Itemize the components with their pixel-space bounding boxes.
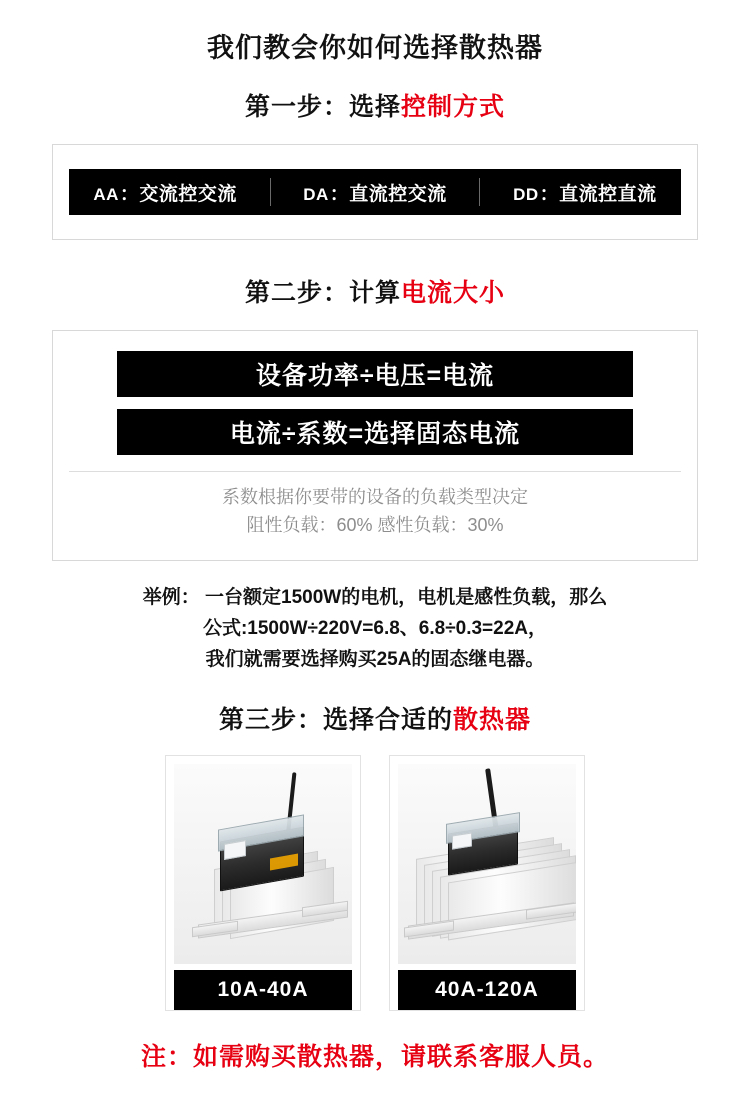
control-mode-label-aa: 交流控交流 (139, 183, 237, 205)
step-3-title-prefix: 第三步：选择合适的 (218, 706, 453, 735)
formula-note-2: 阻性负载：60% 感性负载：30% (246, 515, 504, 536)
divider (270, 178, 271, 206)
product-image-small-heatsink (174, 764, 352, 964)
control-mode-item-aa (89, 179, 241, 206)
control-mode-box (52, 144, 698, 240)
step-1-title (0, 92, 750, 122)
step-2-title (0, 278, 750, 308)
step-1-title-prefix: 第一步：选择 (244, 93, 401, 122)
formula-power-voltage: 设备功率÷电压=电流 (117, 351, 633, 397)
example-line-3: 我们就需要选择购买25A的固态继电器。 (205, 648, 545, 670)
formula-note-1: 系数根据你要带的设备的负载类型决定 (222, 487, 528, 508)
control-mode-sep-aa: ： (119, 183, 140, 205)
divider (479, 178, 480, 206)
formula-notes (53, 472, 697, 546)
control-mode-sep-dd: ： (539, 183, 560, 205)
step-3-title-accent: 散热器 (453, 706, 532, 735)
control-mode-code-dd: DD (513, 184, 539, 204)
heatsink-artwork-small (174, 764, 352, 964)
control-mode-item-da (299, 179, 451, 206)
product-label-small: 10A-40A (174, 970, 352, 1010)
example-line-2: 公式:1500W÷220V=6.8、6.8÷0.3=22A， (202, 617, 548, 639)
control-mode-label-dd: 直流控直流 (559, 183, 657, 205)
step-2-title-accent: 电流大小 (401, 279, 506, 308)
example-line-1: 举例： 一台额定1500W的电机，电机是感性负载，那么 (142, 587, 608, 609)
step-2-title-prefix: 第二步：计算 (244, 279, 401, 308)
heatsink-artwork-large (398, 764, 576, 964)
control-mode-code-da: DA (303, 184, 329, 204)
product-image-large-heatsink (398, 764, 576, 964)
step-1-title-accent: 控制方式 (401, 93, 506, 122)
product-card-small[interactable] (165, 755, 361, 1011)
service-note: 注：如需购买散热器，请联系客服人员。 (140, 1043, 609, 1072)
product-list (52, 755, 698, 1011)
control-mode-item-dd (509, 179, 661, 206)
product-card-large[interactable] (389, 755, 585, 1011)
example-paragraph (65, 583, 685, 675)
control-mode-label-da: 直流控交流 (349, 183, 447, 205)
formula-current-factor: 电流÷系数=选择固态电流 (117, 409, 633, 455)
control-mode-sep-da: ： (329, 183, 350, 205)
control-mode-strip (69, 169, 681, 215)
product-label-large: 40A-120A (398, 970, 576, 1010)
step-3-title (0, 705, 750, 735)
control-mode-code-aa: AA (93, 184, 119, 204)
current-formula-box (52, 330, 698, 561)
page-title: 我们教会你如何选择散热器 (207, 33, 543, 63)
